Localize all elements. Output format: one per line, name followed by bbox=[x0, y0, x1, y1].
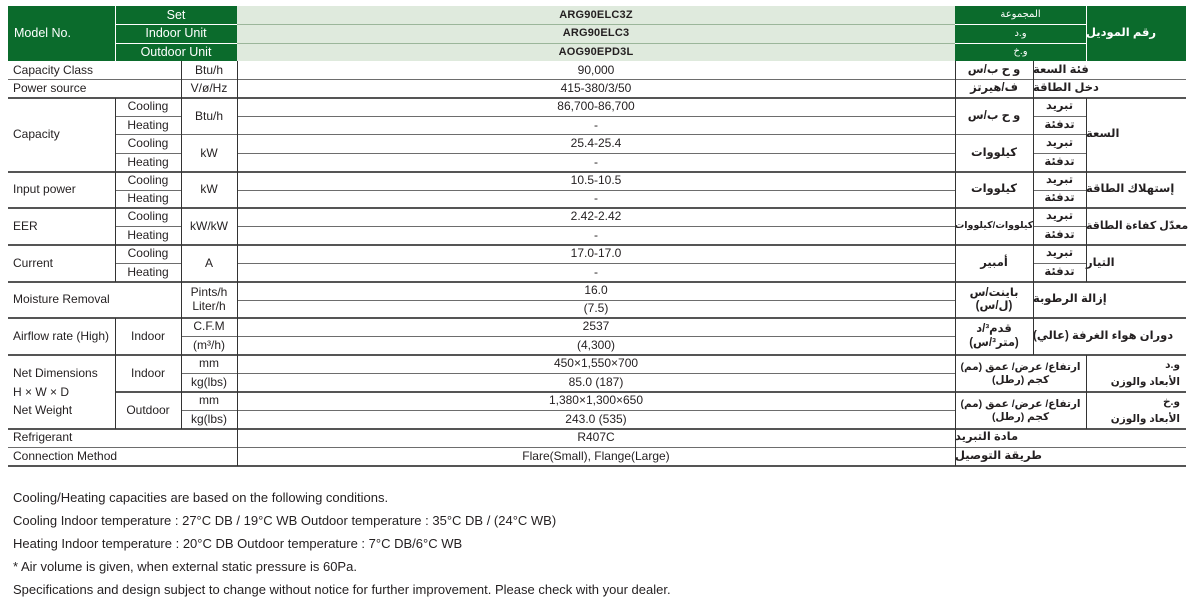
power-source-value: 415-380/3/50 bbox=[560, 81, 632, 96]
set-label-ar: المجموعة bbox=[955, 6, 1086, 24]
indoor-weight-value: 85.0 (187) bbox=[568, 374, 624, 389]
outdoor-unit-label: Outdoor Unit bbox=[115, 43, 237, 61]
input-power-heating-value: - bbox=[594, 191, 598, 206]
moisture-removal-units-ar bbox=[955, 282, 1033, 318]
capacity-class-value: 90,000 bbox=[577, 62, 615, 77]
airflow-indoor-label: Indoor bbox=[130, 328, 166, 343]
capacity-kw-heating-label: Heating bbox=[127, 154, 169, 169]
eer-cooling-ar: تبريد bbox=[1045, 210, 1074, 223]
indoor-unit-ar-line1: ارتفاع/ عرض/ عمق (مم) bbox=[960, 361, 1081, 374]
indoor-unit-label: Indoor Unit bbox=[115, 24, 237, 43]
model-no-label: Model No. bbox=[8, 6, 115, 61]
eer-heating-value: - bbox=[594, 227, 598, 242]
set-model-value: ARG90ELC3Z bbox=[237, 6, 955, 24]
row-divider bbox=[8, 97, 1186, 99]
indoor-model-value: ARG90ELC3 bbox=[237, 24, 955, 43]
outdoor-unit-ar-line1: ارتفاع/ عرض/ عمق (مم) bbox=[960, 398, 1081, 411]
indoor-unit-label-ar: و.د bbox=[955, 24, 1086, 43]
net-dimensions-label bbox=[8, 355, 115, 429]
footnotes bbox=[13, 486, 671, 601]
capacity-kw-heating-ar: تدفئة bbox=[1044, 155, 1075, 168]
outdoor-kg-unit: kg(lbs) bbox=[190, 411, 227, 426]
current-cooling-value: 17.0-17.0 bbox=[570, 246, 622, 261]
moisture-removal-label-ar: إزالة الرطوبة bbox=[1033, 293, 1107, 306]
current-unit-ar: أمبير bbox=[980, 256, 1008, 269]
outdoor-dimensions-value: 1,380×1,300×650 bbox=[548, 393, 644, 408]
eer-cooling-value: 2.42-2.42 bbox=[570, 209, 622, 224]
row-divider bbox=[8, 465, 1186, 467]
airflow-label-ar: دوران هواء الغرفة (عالي) bbox=[1033, 329, 1174, 342]
outdoor-unit-label-ar: و.خ bbox=[955, 43, 1086, 61]
refrigerant-label-ar: مادة التبريد bbox=[955, 431, 1019, 444]
capacity-label: Capacity bbox=[13, 127, 60, 142]
note-disclaimer: Specifications and design subject to change without notice for further improvement. Please check with your dealer. bbox=[13, 582, 671, 597]
outdoor-label-ar-bottom: الأبعاد والوزن bbox=[1110, 412, 1180, 425]
capacity-btu-heating-value: - bbox=[594, 117, 598, 132]
capacity-class-label-ar: فئة السعة bbox=[1033, 63, 1089, 76]
row-divider bbox=[8, 447, 1186, 448]
outdoor-mm-unit: mm bbox=[199, 393, 219, 408]
capacity-kw-cooling-label: Cooling bbox=[127, 136, 169, 151]
input-power-cooling-value: 10.5-10.5 bbox=[570, 173, 622, 188]
airflow-unit2-ar: (متر³/س) bbox=[969, 336, 1019, 349]
refrigerant-value: R407C bbox=[577, 430, 615, 445]
input-power-heating-ar: تدفئة bbox=[1044, 192, 1075, 205]
outdoor-unit-ar-line2: كجم (رطل) bbox=[991, 410, 1050, 423]
eer-unit-ar: كيلووات/كيلووات bbox=[954, 220, 1034, 232]
capacity-kw-heating-value: - bbox=[594, 154, 598, 169]
row-divider bbox=[8, 79, 1186, 80]
capacity-class-unit: Btu/h bbox=[194, 62, 224, 77]
outdoor-model-value: AOG90EPD3L bbox=[237, 43, 955, 61]
current-heating-ar: تدفئة bbox=[1044, 265, 1075, 278]
input-power-heating-label: Heating bbox=[127, 191, 169, 206]
model-no-label-ar: رقم الموديل bbox=[1086, 6, 1186, 61]
current-cooling-label: Cooling bbox=[127, 246, 169, 261]
indoor-kg-unit: kg(lbs) bbox=[190, 374, 227, 389]
indoor-units-ar bbox=[955, 355, 1086, 392]
current-label: Current bbox=[13, 255, 54, 270]
moisture-unit1-ar: باينت/س bbox=[969, 286, 1019, 299]
capacity-kw-unit: kW bbox=[200, 145, 218, 160]
eer-cooling-label: Cooling bbox=[127, 209, 169, 224]
outdoor-weight-value: 243.0 (535) bbox=[565, 411, 627, 426]
capacity-btu-unit-ar: و ح ب/س bbox=[967, 109, 1021, 122]
net-dimensions-line3: Net Weight bbox=[13, 403, 73, 418]
moisture-unit-pints: Pints/h bbox=[190, 285, 228, 300]
capacity-kw-cooling-value: 25.4-25.4 bbox=[570, 136, 622, 151]
row-divider bbox=[8, 244, 1186, 246]
capacity-kw-unit-ar: كيلووات bbox=[971, 146, 1017, 159]
airflow-unit1-ar: قدم³/د bbox=[976, 323, 1012, 336]
indoor-unit-ar-line2: كجم (رطل) bbox=[991, 373, 1050, 386]
capacity-class-label: Capacity Class bbox=[13, 62, 94, 77]
current-heating-label: Heating bbox=[127, 264, 169, 279]
net-dimensions-indoor-label: Indoor bbox=[130, 365, 166, 380]
power-source-unit: V/ø/Hz bbox=[190, 81, 228, 96]
moisture-removal-units bbox=[181, 282, 237, 318]
airflow-units-ar bbox=[955, 318, 1033, 355]
eer-label: EER bbox=[13, 218, 38, 233]
indoor-dimensions-label-ar bbox=[1086, 355, 1186, 392]
current-cooling-ar: تبريد bbox=[1045, 247, 1074, 260]
input-power-cooling-ar: تبريد bbox=[1045, 174, 1074, 187]
eer-label-ar: معدّل كفاءة الطاقة bbox=[1086, 220, 1189, 233]
row-divider bbox=[8, 171, 1186, 173]
input-power-label-ar: إستهلاك الطاقة bbox=[1086, 183, 1175, 196]
power-source-unit-ar: ف/هيرتز bbox=[970, 82, 1018, 95]
power-source-label-ar: دخل الطاقة bbox=[1033, 82, 1099, 95]
note-heating-conditions: Heating Indoor temperature : 20°C DB Outdoor temperature : 7°C DB/6°C WB bbox=[13, 536, 463, 551]
moisture-removal-label: Moisture Removal bbox=[13, 292, 110, 307]
note-conditions: Cooling/Heating capacities are based on the following conditions. bbox=[13, 490, 389, 505]
eer-unit: kW/kW bbox=[190, 218, 228, 233]
note-cooling-conditions: Cooling Indoor temperature : 27°C DB / 19°C WB Outdoor temperature : 35°C DB / (24°C WB) bbox=[13, 513, 557, 528]
indoor-mm-unit: mm bbox=[199, 356, 219, 371]
net-dimensions-line2: H × W × D bbox=[13, 384, 70, 399]
moisture-unit-liters: Liter/h bbox=[192, 299, 226, 313]
capacity-btu-cooling-ar: تبريد bbox=[1045, 100, 1074, 113]
capacity-btu-heating-ar: تدفئة bbox=[1044, 118, 1075, 131]
eer-heating-label: Heating bbox=[127, 227, 169, 242]
capacity-class-unit-ar: و ح ب/س bbox=[967, 63, 1021, 76]
net-dimensions-outdoor-label: Outdoor bbox=[126, 402, 170, 417]
eer-heating-ar: تدفئة bbox=[1044, 228, 1075, 241]
input-power-unit-ar: كيلووات bbox=[971, 183, 1017, 196]
indoor-label-ar-bottom: الأبعاد والوزن bbox=[1110, 375, 1180, 388]
connection-method-label: Connection Method bbox=[13, 448, 118, 463]
outdoor-units-ar bbox=[955, 392, 1086, 429]
row-divider bbox=[8, 281, 1186, 283]
power-source-label: Power source bbox=[13, 81, 87, 96]
airflow-label: Airflow rate (High) bbox=[13, 328, 110, 343]
connection-method-label-ar: طريقة التوصيل bbox=[955, 449, 1042, 462]
set-label: Set bbox=[115, 6, 237, 24]
current-label-ar: التيار bbox=[1086, 256, 1115, 269]
indoor-dimensions-value: 450×1,550×700 bbox=[553, 356, 639, 371]
net-dimensions-line1: Net Dimensions bbox=[13, 366, 98, 381]
capacity-btu-cooling-value: 86,700-86,700 bbox=[557, 99, 635, 114]
row-divider bbox=[8, 207, 1186, 209]
outdoor-label-ar-top: و.خ bbox=[1162, 395, 1180, 408]
current-unit: A bbox=[204, 255, 213, 270]
outdoor-dimensions-label-ar bbox=[1086, 392, 1186, 429]
airflow-unit-m3h: (m³/h) bbox=[193, 337, 225, 352]
row-divider bbox=[8, 317, 1186, 319]
capacity-label-ar: السعة bbox=[1086, 128, 1120, 141]
refrigerant-label: Refrigerant bbox=[13, 430, 73, 445]
airflow-value-m3h: (4,300) bbox=[576, 337, 616, 352]
capacity-btu-unit: Btu/h bbox=[194, 108, 224, 123]
moisture-removal-value-liters: (7.5) bbox=[583, 301, 609, 316]
current-heating-value: - bbox=[594, 264, 598, 279]
input-power-unit: kW bbox=[200, 182, 218, 197]
input-power-cooling-label: Cooling bbox=[127, 173, 169, 188]
moisture-removal-value-pints: 16.0 bbox=[584, 283, 608, 298]
connection-method-value: Flare(Small), Flange(Large) bbox=[522, 448, 670, 463]
input-power-label: Input power bbox=[13, 182, 76, 197]
indoor-label-ar-top: و.د bbox=[1165, 358, 1180, 371]
row-divider bbox=[8, 354, 1186, 356]
capacity-btu-cooling-label: Cooling bbox=[127, 99, 169, 114]
row-divider bbox=[8, 428, 1186, 430]
airflow-value-cfm: 2537 bbox=[582, 319, 610, 334]
airflow-unit-cfm: C.F.M bbox=[193, 319, 225, 334]
moisture-unit2-ar: (ل/س) bbox=[975, 300, 1013, 312]
note-air-volume: * Air volume is given, when external static pressure is 60Pa. bbox=[13, 559, 357, 574]
capacity-kw-cooling-ar: تبريد bbox=[1045, 137, 1074, 150]
capacity-btu-heating-label: Heating bbox=[127, 117, 169, 132]
